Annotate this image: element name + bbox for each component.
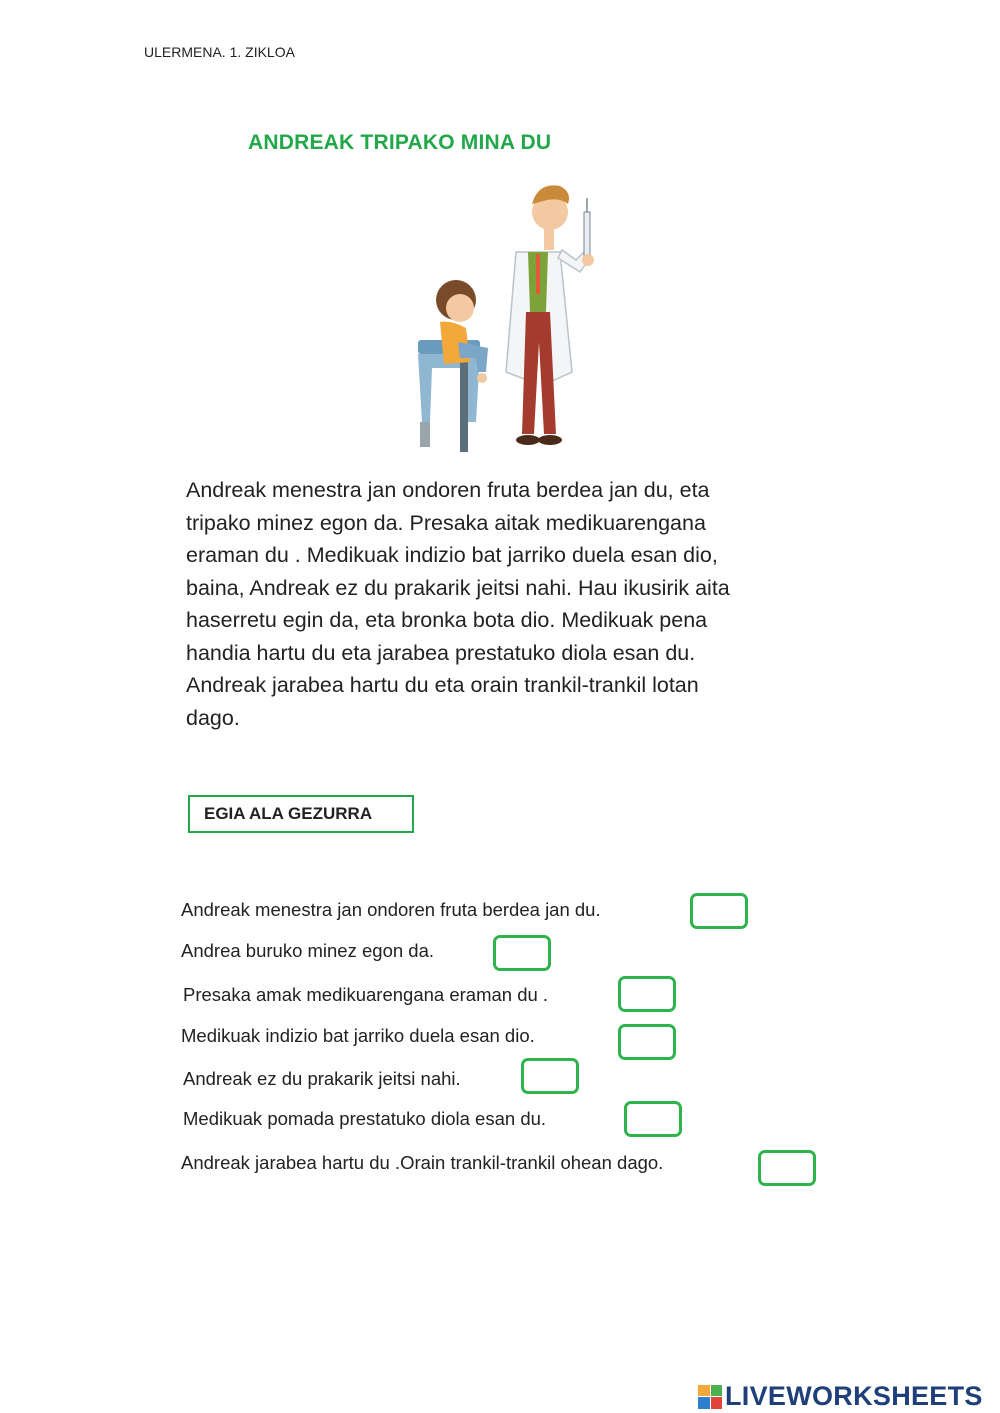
story-line: tripako minez egon da. Presaka aitak medikuarengana [186, 510, 706, 535]
story-line: baina, Andreak ez du prakarik jeitsi nahi. Hau ikusirik aita [186, 575, 730, 600]
story-line: eraman du . Medikuak indizio bat jarriko duela esan dio, [186, 543, 718, 567]
story-line: haserretu egin da, eta bronka bota dio. Medikuak pena [186, 608, 708, 632]
story-line: Andreak menestra jan ondoren fruta berdea jan du, eta [186, 478, 710, 502]
story-line: Andreak jarabea hartu du eta orain trankil-trankil lotan [186, 673, 699, 697]
logo-mark-icon [698, 1385, 722, 1409]
question-text: Medikuak indizio bat jarriko duela esan dio. [181, 1025, 535, 1046]
question-text: Andreak ez du prakarik jeitsi nahi. [183, 1068, 461, 1089]
answer-box[interactable] [618, 1024, 676, 1060]
answer-box[interactable] [521, 1058, 579, 1094]
section-heading: EGIA ALA GEZURRA [188, 795, 414, 833]
story-text [186, 474, 826, 734]
header-label: ULERMENA. 1. ZIKLOA [144, 44, 295, 60]
question-text: Andrea buruko minez egon da. [181, 940, 435, 961]
answer-box[interactable] [493, 935, 551, 971]
answer-box[interactable] [618, 976, 676, 1012]
story-line: dago. [186, 705, 240, 730]
page-title: ANDREAK TRIPAKO MINA DU [248, 131, 552, 154]
question-text: Presaka amak medikuarengana eraman du . [183, 984, 549, 1005]
question-text: Andreak jarabea hartu du .Orain trankil-trankil ohean dago. [181, 1152, 664, 1173]
liveworksheets-logo [698, 1381, 983, 1412]
question-text: Andreak menestra jan ondoren fruta berdea jan du. [181, 899, 601, 920]
answer-box[interactable] [758, 1150, 816, 1186]
doctor-girl-illustration [400, 172, 620, 462]
story-line: handia hartu du eta jarabea prestatuko diola esan du. [186, 640, 696, 665]
question-text: Medikuak pomada prestatuko diola esan du. [183, 1108, 547, 1129]
answer-box[interactable] [624, 1101, 682, 1137]
logo-text: LIVEWORKSHEETS [725, 1381, 983, 1411]
answer-box[interactable] [690, 893, 748, 929]
